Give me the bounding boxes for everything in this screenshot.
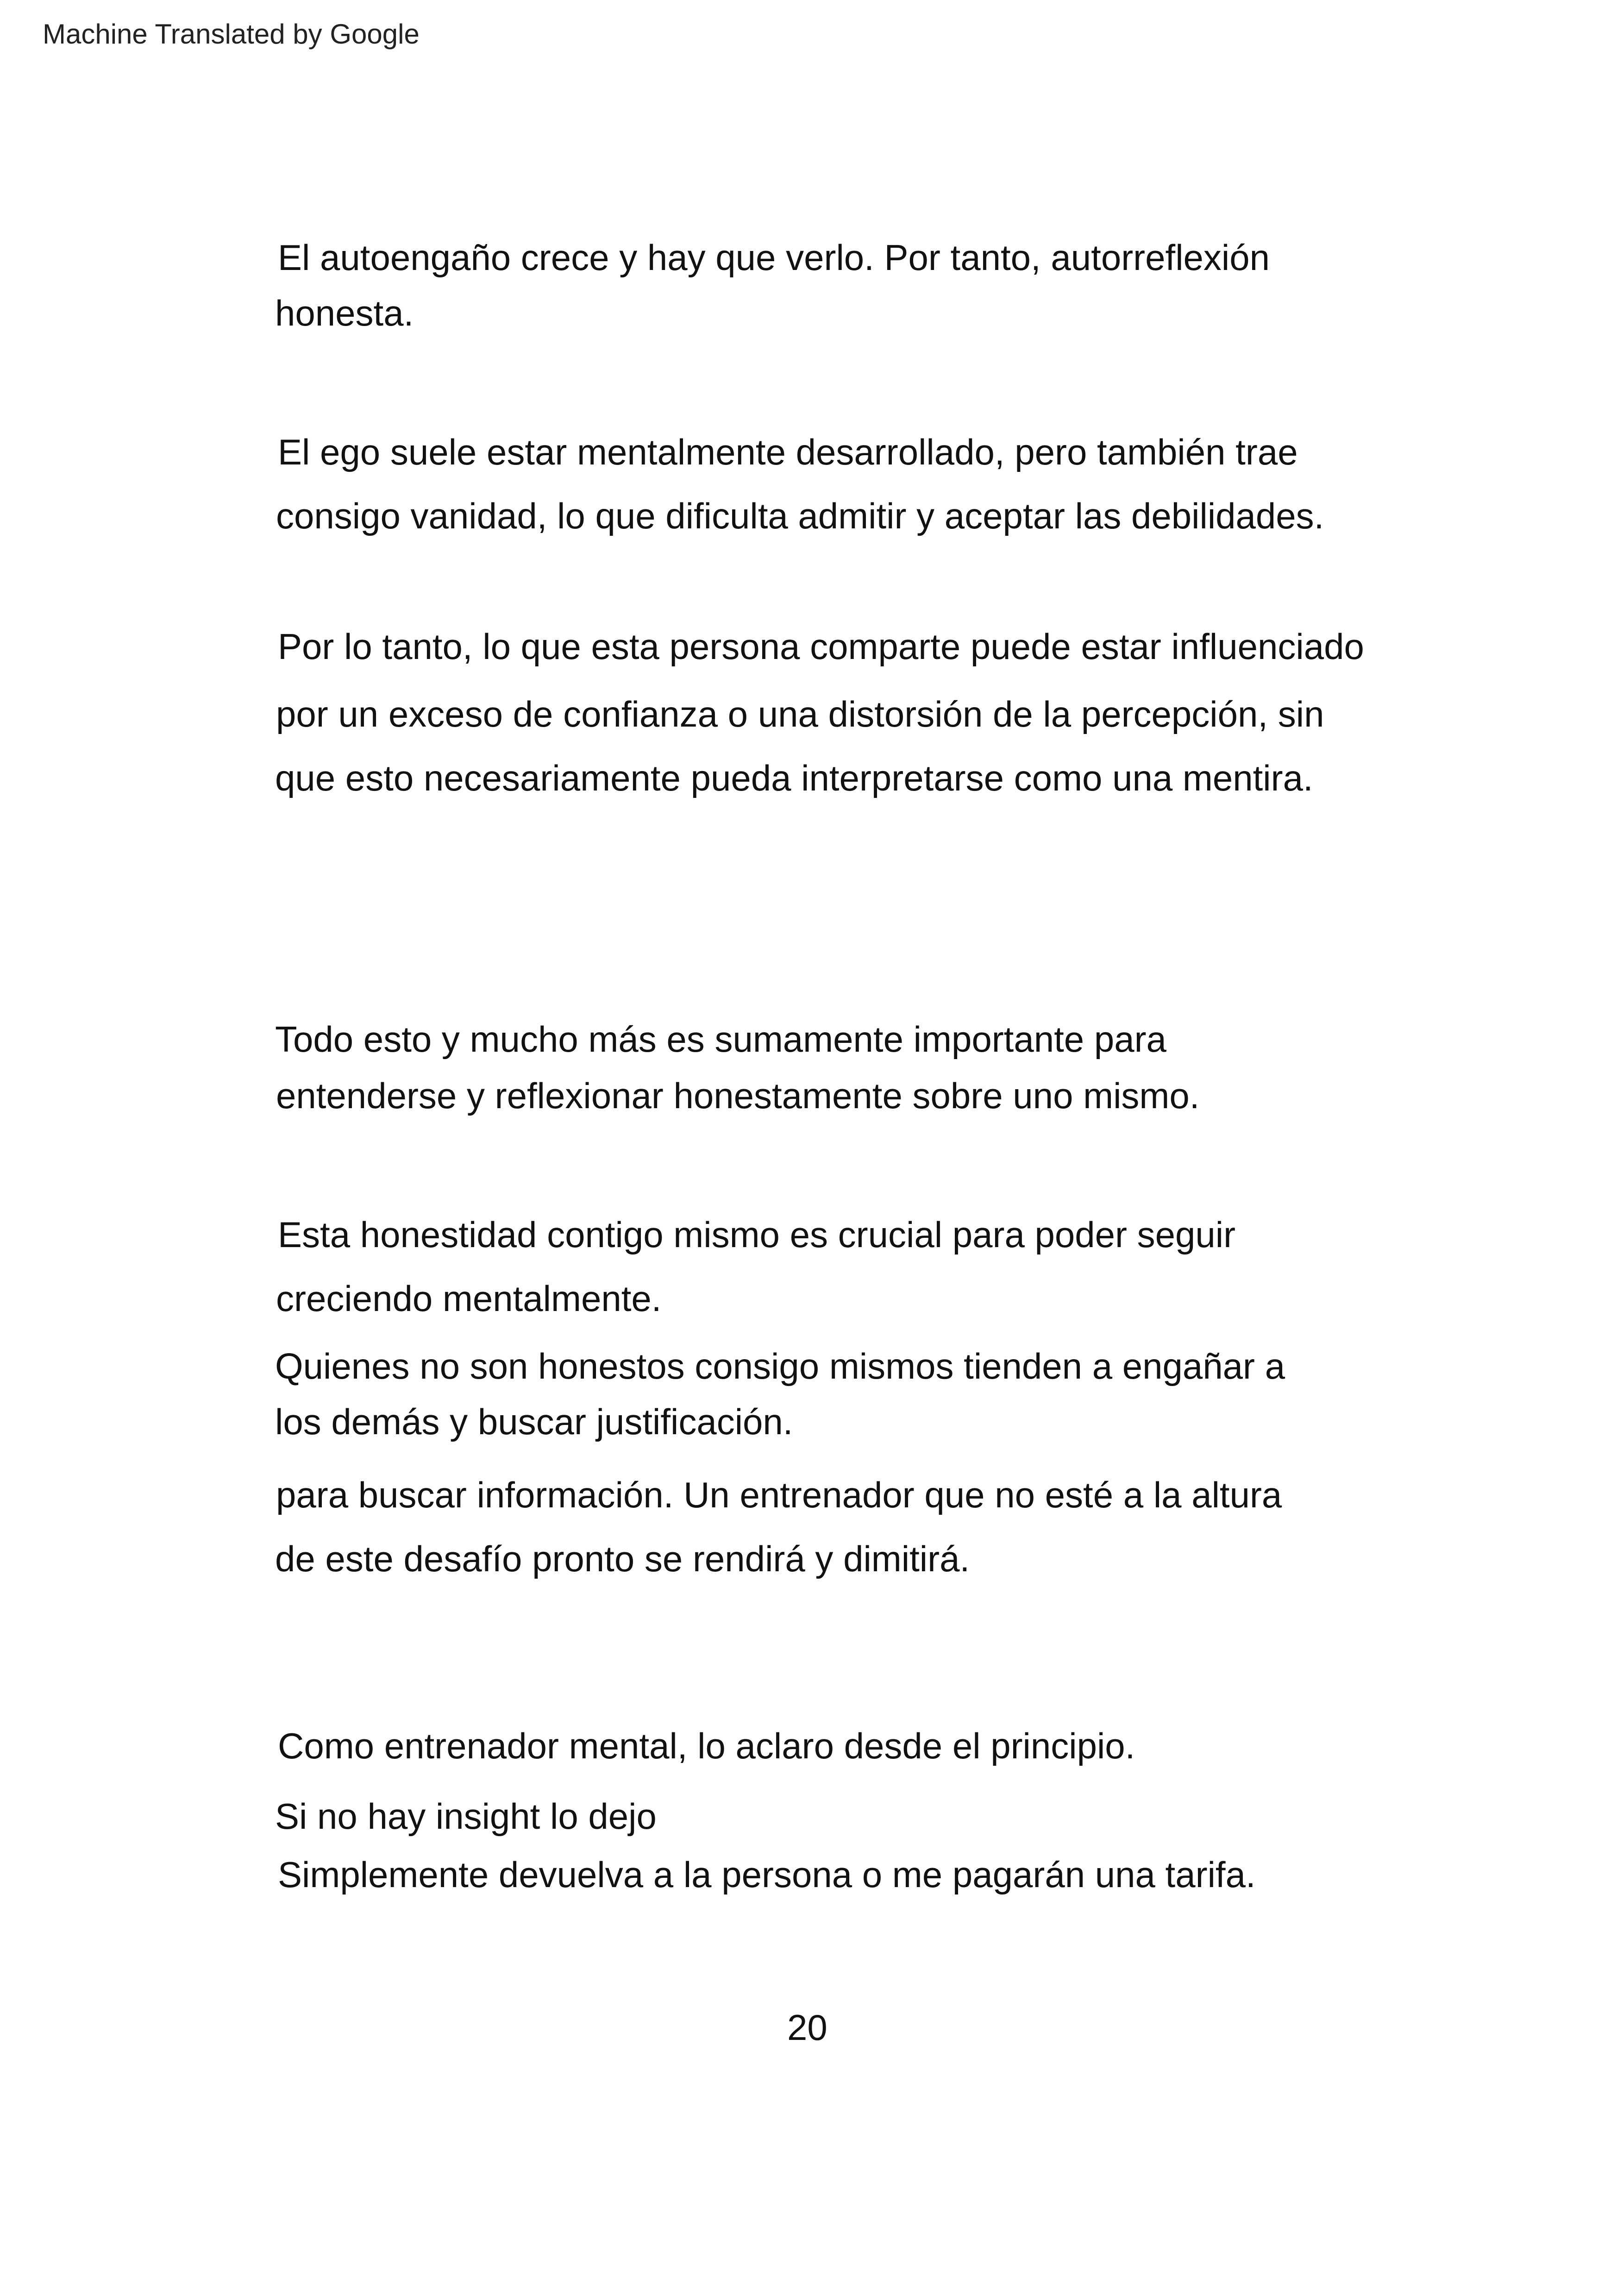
translation-header: Machine Translated by Google <box>43 19 420 50</box>
text-line: El autoengaño crece y hay que verlo. Por tanto, autorreflexión <box>278 237 1270 278</box>
text-line: los demás y buscar justificación. <box>275 1401 793 1442</box>
text-line: consigo vanidad, lo que dificulta admitir y aceptar las debilidades. <box>276 496 1324 536</box>
text-line: creciendo mentalmente. <box>276 1278 662 1319</box>
page-number: 20 <box>787 2007 827 2048</box>
text-line: entenderse y reflexionar honestamente sobre uno mismo. <box>276 1075 1200 1116</box>
text-line: Por lo tanto, lo que esta persona comparte puede estar influenciado <box>278 626 1364 667</box>
text-line: Como entrenador mental, lo aclaro desde el principio. <box>278 1725 1135 1766</box>
text-line: Si no hay insight lo dejo <box>275 1796 657 1837</box>
text-line: Quienes no son honestos consigo mismos tienden a engañar a <box>275 1346 1285 1386</box>
text-line: para buscar información. Un entrenador que no esté a la altura <box>276 1474 1282 1515</box>
text-line: El ego suele estar mentalmente desarrollado, pero también trae <box>278 432 1298 472</box>
text-line: Esta honestidad contigo mismo es crucial para poder seguir <box>278 1214 1236 1255</box>
text-line: que esto necesariamente pueda interpretarse como una mentira. <box>275 758 1313 798</box>
text-line: por un exceso de confianza o una distorsión de la percepción, sin <box>276 694 1324 734</box>
text-line: Simplemente devuelva a la persona o me pagarán una tarifa. <box>278 1854 1256 1895</box>
text-line: honesta. <box>275 293 414 333</box>
text-line: de este desafío pronto se rendirá y dimitirá. <box>275 1538 970 1579</box>
text-line: Todo esto y mucho más es sumamente importante para <box>275 1019 1166 1060</box>
